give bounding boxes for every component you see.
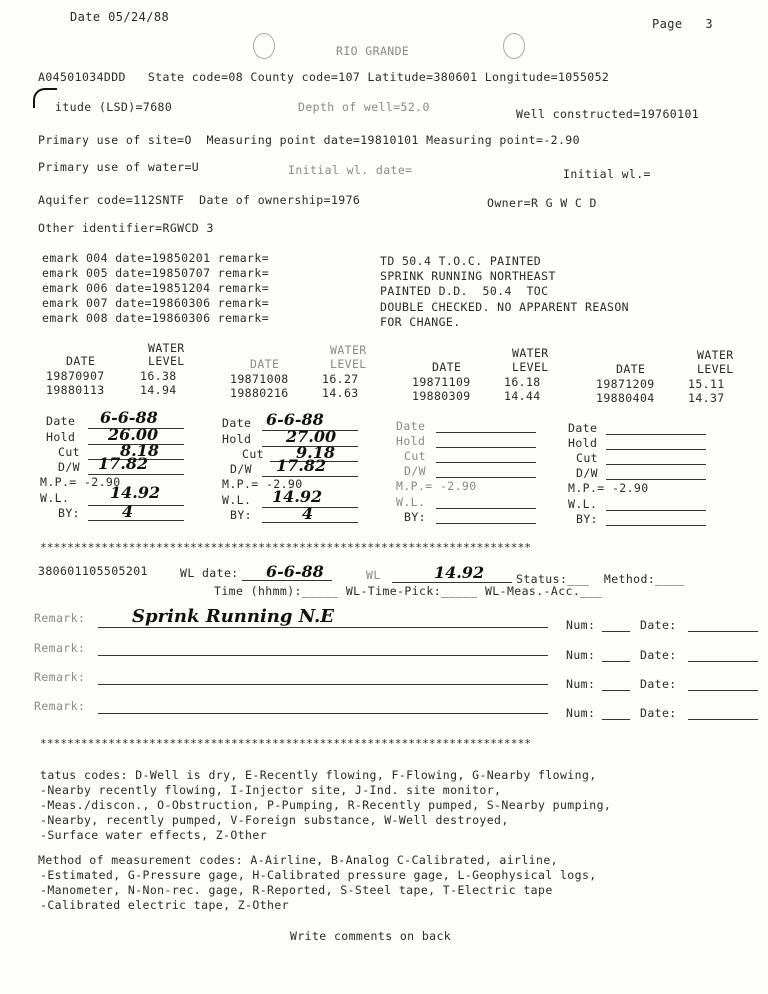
block1-by-line[interactable] xyxy=(88,520,184,521)
method-codes-line-2: -Estimated, G-Pressure gage, H-Calibrated pressure gage, L-Geophysical logs, xyxy=(40,868,597,882)
remark-1-date-line[interactable] xyxy=(688,631,758,632)
block4-hold-label: Hold xyxy=(568,436,598,450)
wl-col2-level-header: LEVEL xyxy=(330,357,367,371)
block1-hold-value: 26.00 xyxy=(108,425,159,444)
block2-hold-value: 27.00 xyxy=(286,427,337,446)
block2-wl-label: W.L. xyxy=(222,493,252,507)
block1-dw-line[interactable] xyxy=(88,474,184,475)
time-pick-acc[interactable]: Time (hhmm):_____ WL-Time-Pick:_____ WL-Meas.-Acc.___ xyxy=(214,584,603,598)
block3-wl-line[interactable] xyxy=(436,508,536,509)
status-codes-line-1: tatus codes: D-Well is dry, E-Recently flowing, F-Flowing, G-Nearby flowing, xyxy=(40,768,597,782)
remark-3-date-label: Date: xyxy=(640,677,677,691)
block4-date-label: Date xyxy=(568,421,598,435)
block4-by-label: BY: xyxy=(576,512,598,526)
remark-2-num-line[interactable] xyxy=(602,661,630,662)
wl-col4-row2-level: 14.37 xyxy=(688,391,725,405)
block3-cut-line[interactable] xyxy=(436,462,536,463)
basin-title: RIO GRANDE xyxy=(336,44,410,58)
block2-dw-label: D/W xyxy=(230,462,252,476)
wl-col4-water-header: WATER xyxy=(697,348,734,362)
block1-dw-label: D/W xyxy=(58,460,80,474)
well-depth: Depth of well=52.0 xyxy=(298,100,430,114)
block3-by-label: BY: xyxy=(404,510,426,524)
remark-1-num-line[interactable] xyxy=(602,631,630,632)
wl-date-label: WL date: xyxy=(180,566,239,580)
wl-col3-row2-date: 19880309 xyxy=(412,389,471,403)
separator-bottom: ************************************************************************ xyxy=(40,737,532,750)
block2-cut-value: 9.18 xyxy=(296,443,335,462)
block1-cut-label: Cut xyxy=(58,445,80,459)
block1-date-value: 6-6-88 xyxy=(100,408,158,427)
block4-dw-line[interactable] xyxy=(606,479,706,480)
block2-mp-label: M.P.= -2.90 xyxy=(222,477,303,491)
other-identifier: Other identifier=RGWCD 3 xyxy=(38,221,214,235)
wl-col3-row1-date: 19871109 xyxy=(412,375,471,389)
wl-col2-row2-date: 19880216 xyxy=(230,386,289,400)
block1-hold-label: Hold xyxy=(46,430,76,444)
block2-cut-label: Cut xyxy=(242,447,264,461)
remark-005: emark 005 date=19850707 remark= xyxy=(42,266,270,280)
wl-col1-row2-level: 14.94 xyxy=(140,383,177,397)
block2-by-label: BY: xyxy=(230,508,252,522)
remark-4-date-label: Date: xyxy=(640,706,677,720)
method-codes-line-4: -Calibrated electric tape, Z-Other xyxy=(40,898,290,912)
remark-3-line[interactable] xyxy=(98,684,548,685)
wl-col4-level-header: LEVEL xyxy=(697,362,734,376)
block4-date-line[interactable] xyxy=(606,434,706,435)
remark-1-num-label: Num: xyxy=(566,618,596,632)
initial-wl-date: Initial wl. date= xyxy=(288,163,413,177)
remark-2-date-line[interactable] xyxy=(688,661,758,662)
block2-date-value: 6-6-88 xyxy=(266,410,324,429)
wl-col3-row2-level: 14.44 xyxy=(504,389,541,403)
status-codes-line-5: -Surface water effects, Z-Other xyxy=(40,828,268,842)
remark-005-text: SPRINK RUNNING NORTHEAST xyxy=(380,269,556,283)
wl-col3-level-header: LEVEL xyxy=(512,360,549,374)
page-number: Page 3 xyxy=(652,17,713,31)
punch-hole-right xyxy=(503,33,525,59)
footer-note: Write comments on back xyxy=(290,929,452,943)
initial-wl: Initial wl.= xyxy=(563,167,651,181)
pen-mark xyxy=(33,88,57,108)
wl-date-value: 6-6-88 xyxy=(266,562,324,581)
wl-col4-row2-date: 19880404 xyxy=(596,391,655,405)
remark-004-text: TD 50.4 T.O.C. PAINTED xyxy=(380,254,542,268)
status-codes-line-2: -Nearby recently flowing, I-Injector site, J-Ind. site monitor, xyxy=(40,783,502,797)
remark-3-label: Remark: xyxy=(34,670,86,684)
remark-006-text: PAINTED D.D. 50.4 TOC xyxy=(380,284,549,298)
block1-wl-line[interactable] xyxy=(88,505,184,506)
status-codes-line-3: -Meas./discon., O-Obstruction, P-Pumping, R-Recently pumped, S-Nearby pumping, xyxy=(40,798,612,812)
well-constructed: Well constructed=19760101 xyxy=(516,107,700,121)
block4-cut-line[interactable] xyxy=(606,464,706,465)
wl-col1-row2-date: 19880113 xyxy=(46,383,105,397)
site-line-1: A04501034DDD State code=08 County code=107 Latitude=380601 Longitude=1055052 xyxy=(38,70,610,84)
method-codes-line-3: -Manometer, N-Non-rec. gage, R-Reported, S-Steel tape, T-Electric tape xyxy=(40,883,553,897)
method-codes-line-1: Method of measurement codes: A-Airline, B-Analog C-Calibrated, airline, xyxy=(38,853,558,867)
wl-label: WL xyxy=(366,568,381,582)
remark-007-text: DOUBLE CHECKED. NO APPARENT REASON xyxy=(380,300,630,314)
block2-hold-label: Hold xyxy=(222,432,252,446)
block3-hold-label: Hold xyxy=(396,434,426,448)
block2-dw-value: 17.82 xyxy=(276,456,327,475)
block4-wl-label: W.L. xyxy=(568,497,598,511)
status-codes-line-4: -Nearby, recently pumped, V-Foreign substance, W-Well destroyed, xyxy=(40,813,509,827)
block3-hold-line[interactable] xyxy=(436,447,536,448)
block1-cut-value: 8.18 xyxy=(120,441,159,460)
block4-by-line[interactable] xyxy=(606,525,706,526)
primary-use-site: Primary use of site=O Measuring point date=19810101 Measuring point=-2.90 xyxy=(38,133,580,147)
wl-line[interactable] xyxy=(392,582,512,583)
block1-date-label: Date xyxy=(46,414,76,428)
wl-col4-date-header: DATE xyxy=(616,362,646,376)
remark-004: emark 004 date=19850201 remark= xyxy=(42,251,270,265)
remark-1-value: Sprink Running N.E xyxy=(132,606,335,627)
remark-1-label: Remark: xyxy=(34,611,86,625)
block4-dw-label: D/W xyxy=(576,466,598,480)
block3-cut-label: Cut xyxy=(404,449,426,463)
remark-3-num-label: Num: xyxy=(566,677,596,691)
block1-mp-label: M.P.= -2.90 xyxy=(40,475,121,489)
remark-4-date-line[interactable] xyxy=(688,719,758,720)
wl-col2-row1-level: 16.27 xyxy=(322,372,359,386)
block3-dw-line[interactable] xyxy=(436,477,536,478)
remark-3-num-line[interactable] xyxy=(602,690,630,691)
block4-cut-label: Cut xyxy=(576,451,598,465)
wl-col2-water-header: WATER xyxy=(330,343,367,357)
remark-2-num-label: Num: xyxy=(566,648,596,662)
wl-value: 14.92 xyxy=(434,563,485,582)
remark-4-line[interactable] xyxy=(98,713,548,714)
wl-col2-row1-date: 19871008 xyxy=(230,372,289,386)
block3-date-line[interactable] xyxy=(436,432,536,433)
separator-top: ************************************************************************ xyxy=(40,541,532,554)
block3-date-label: Date xyxy=(396,419,426,433)
remark-2-line[interactable] xyxy=(98,655,548,656)
block3-wl-label: W.L. xyxy=(396,495,426,509)
remark-4-label: Remark: xyxy=(34,699,86,713)
status-method[interactable]: Status:___ Method:____ xyxy=(516,572,685,586)
remark-007: emark 007 date=19860306 remark= xyxy=(42,296,270,310)
wl-col1-level-header: LEVEL xyxy=(148,354,185,368)
wl-col4-row1-level: 15.11 xyxy=(688,377,725,391)
entry-site-id: 380601105505201 xyxy=(38,564,148,578)
wl-col4-row1-date: 19871209 xyxy=(596,377,655,391)
wl-col3-row1-level: 16.18 xyxy=(504,375,541,389)
block1-dw-value: 17.82 xyxy=(98,454,149,473)
aquifer-code: Aquifer code=112SNTF Date of ownership=1976 xyxy=(38,193,361,207)
remark-1-date-label: Date: xyxy=(640,618,677,632)
remark-008: emark 008 date=19860306 remark= xyxy=(42,311,270,325)
altitude: itude (LSD)=7680 xyxy=(55,100,173,114)
block3-dw-label: D/W xyxy=(404,464,426,478)
block2-dw-line[interactable] xyxy=(262,476,358,477)
report-date: Date 05/24/88 xyxy=(70,10,170,24)
remark-4-num-line[interactable] xyxy=(602,719,630,720)
remark-4-num-label: Num: xyxy=(566,706,596,720)
remark-2-label: Remark: xyxy=(34,641,86,655)
block1-wl-label: W.L. xyxy=(40,491,70,505)
block4-wl-line[interactable] xyxy=(606,510,706,511)
block3-mp-label: M.P.= -2.90 xyxy=(396,479,477,493)
wl-col3-date-header: DATE xyxy=(432,360,462,374)
wl-col1-water-header: WATER xyxy=(148,341,185,355)
remark-1-line[interactable] xyxy=(98,627,548,628)
block3-by-line[interactable] xyxy=(436,523,536,524)
wl-col1-row1-date: 19870907 xyxy=(46,369,105,383)
wl-col3-water-header: WATER xyxy=(512,346,549,360)
wl-col1-row1-level: 16.38 xyxy=(140,369,177,383)
remark-008-text: FOR CHANGE. xyxy=(380,315,461,329)
block4-hold-line[interactable] xyxy=(606,449,706,450)
remark-3-date-line[interactable] xyxy=(688,690,758,691)
block1-by-label: BY: xyxy=(58,506,80,520)
block1-wl-value: 14.92 xyxy=(110,483,161,502)
block1-by-value: 4 xyxy=(122,502,134,521)
block2-by-value: 4 xyxy=(302,504,314,523)
remark-006: emark 006 date=19851204 remark= xyxy=(42,281,270,295)
owner: Owner=R G W C D xyxy=(487,196,597,210)
wl-col2-date-header: DATE xyxy=(250,357,280,371)
wl-col2-row2-level: 14.63 xyxy=(322,386,359,400)
block2-date-label: Date xyxy=(222,416,252,430)
block2-wl-value: 14.92 xyxy=(272,487,323,506)
block4-mp-label: M.P.= -2.90 xyxy=(568,481,649,495)
primary-use-water: Primary use of water=U xyxy=(38,160,200,174)
remark-2-date-label: Date: xyxy=(640,648,677,662)
punch-hole-left xyxy=(253,33,275,59)
wl-col1-date-header: DATE xyxy=(66,354,96,368)
